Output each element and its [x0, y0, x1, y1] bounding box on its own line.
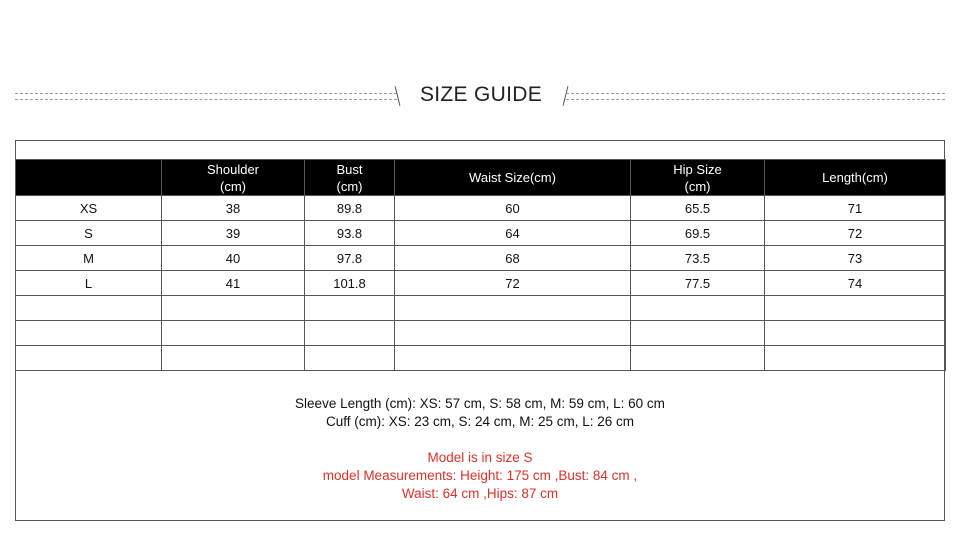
- table-header-cell: Length(cm): [765, 160, 946, 196]
- table-cell: 40: [162, 246, 305, 271]
- sleeve-length-note: Sleeve Length (cm): XS: 57 cm, S: 58 cm, M: 59 cm, L: 60 cm: [295, 396, 665, 411]
- table-body: [16, 196, 946, 371]
- table-header-cell: Hip Size (cm): [631, 160, 765, 196]
- table-cell: [395, 321, 631, 346]
- table-header-row: [16, 160, 946, 196]
- size-table: [15, 159, 946, 371]
- model-size-note: Model is in size S: [427, 450, 533, 465]
- table-cell: [305, 296, 395, 321]
- table-cell: 68: [395, 246, 631, 271]
- size-label-cell: [16, 296, 162, 321]
- table-cell: 39: [162, 221, 305, 246]
- table-header-cell: Shoulder (cm): [162, 160, 305, 196]
- table-row: [16, 246, 946, 271]
- table-header-cell: Waist Size(cm): [395, 160, 631, 196]
- table-row: [16, 296, 946, 321]
- table-cell: [765, 296, 946, 321]
- table-row: [16, 196, 946, 221]
- table-cell: 77.5: [631, 271, 765, 296]
- table-cell: [395, 296, 631, 321]
- right-dashed-divider: [566, 93, 945, 100]
- model-measurements-note-2: Waist: 64 cm ,Hips: 87 cm: [401, 486, 559, 501]
- cuff-note: Cuff (cm): XS: 23 cm, S: 24 cm, M: 25 cm, L: 26 cm: [325, 414, 635, 429]
- table-cell: 60: [395, 196, 631, 221]
- left-dashed-divider: [15, 93, 397, 100]
- table-cell: 93.8: [305, 221, 395, 246]
- table-cell: 89.8: [305, 196, 395, 221]
- table-cell: [305, 346, 395, 371]
- size-chart-frame: [15, 140, 945, 521]
- table-cell: [765, 321, 946, 346]
- table-cell: 73.5: [631, 246, 765, 271]
- table-header-cell: [16, 160, 162, 196]
- table-cell: [631, 346, 765, 371]
- table-cell: 71: [765, 196, 946, 221]
- table-cell: 72: [395, 271, 631, 296]
- table-cell: [631, 321, 765, 346]
- size-label-cell: [16, 321, 162, 346]
- table-row: [16, 321, 946, 346]
- page-title: SIZE GUIDE: [419, 83, 543, 106]
- table-cell: 72: [765, 221, 946, 246]
- table-cell: [395, 346, 631, 371]
- table-cell: 97.8: [305, 246, 395, 271]
- table-row: [16, 271, 946, 296]
- size-label-cell: L: [16, 271, 162, 296]
- table-cell: [162, 296, 305, 321]
- table-cell: [631, 296, 765, 321]
- table-cell: 64: [395, 221, 631, 246]
- size-label-cell: [16, 346, 162, 371]
- table-row: [16, 221, 946, 246]
- model-measurements-note: model Measurements: Height: 175 cm ,Bust: 84 cm ,: [322, 468, 638, 483]
- table-cell: [162, 346, 305, 371]
- table-header-cell: Bust (cm): [305, 160, 395, 196]
- size-label-cell: M: [16, 246, 162, 271]
- size-label-cell: XS: [16, 196, 162, 221]
- table-cell: 41: [162, 271, 305, 296]
- size-guide-title-row: [15, 80, 945, 112]
- size-label-cell: S: [16, 221, 162, 246]
- table-cell: 101.8: [305, 271, 395, 296]
- table-cell: 69.5: [631, 221, 765, 246]
- table-cell: [305, 321, 395, 346]
- table-cell: [162, 321, 305, 346]
- size-notes: [16, 395, 944, 503]
- notes-spacer: [16, 431, 944, 449]
- table-row: [16, 346, 946, 371]
- table-cell: 73: [765, 246, 946, 271]
- table-cell: 65.5: [631, 196, 765, 221]
- table-cell: 74: [765, 271, 946, 296]
- table-cell: [765, 346, 946, 371]
- table-cell: 38: [162, 196, 305, 221]
